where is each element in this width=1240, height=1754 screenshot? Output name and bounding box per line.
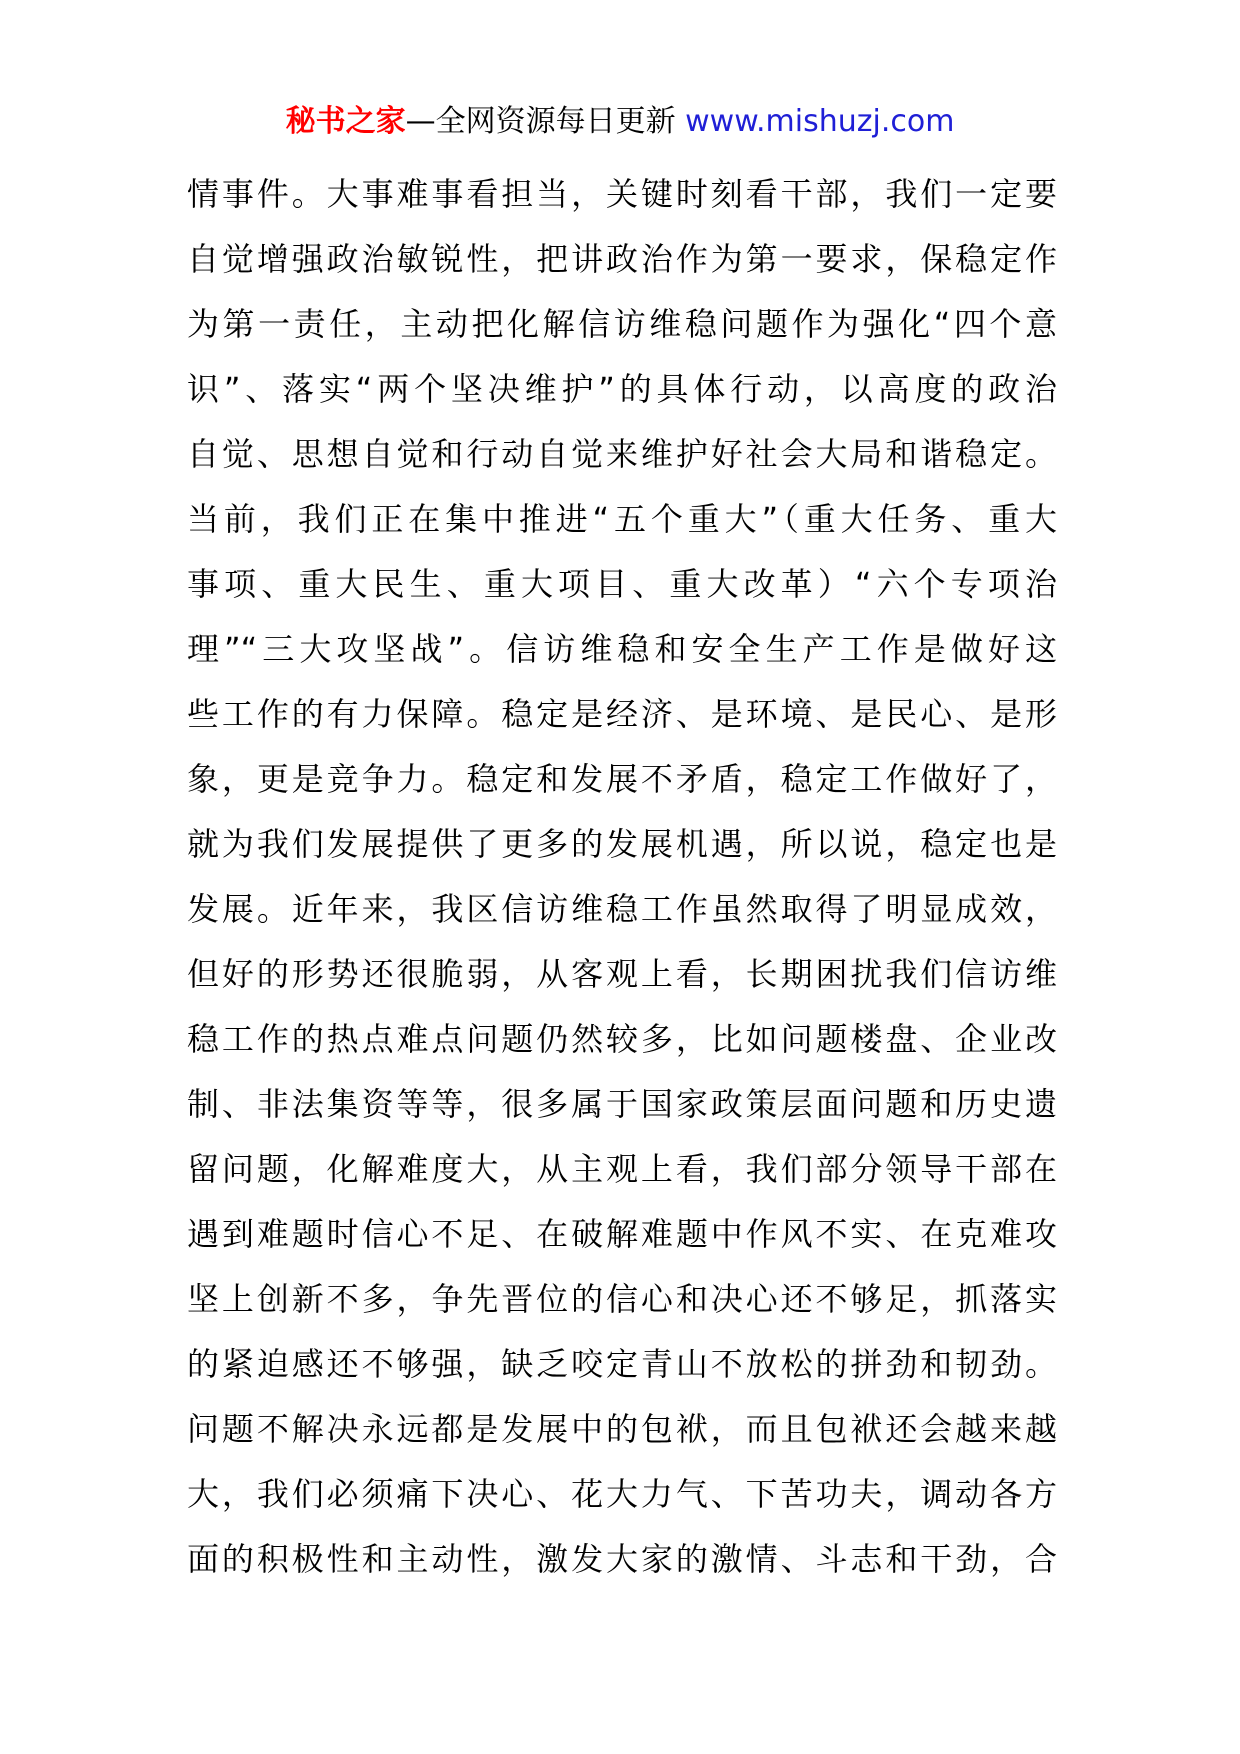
- text-line: 坚上创新不多，争先晋位的信心和决心还不够足，抓落实: [187, 1280, 1057, 1318]
- site-header: [0, 100, 1240, 144]
- text-line: 的紧迫感还不够强，缺乏咬定青山不放松的拼劲和韧劲。: [187, 1345, 1057, 1383]
- text-line: 大，我们必须痛下决心、花大力气、下苦功夫，调动各方: [187, 1475, 1057, 1513]
- text-line: 情事件。大事难事看担当，关键时刻看干部，我们一定要: [187, 175, 1057, 213]
- text-line: 当前，我们正在集中推进“五个重大”（重大任务、重大: [187, 500, 1057, 538]
- text-line: 象，更是竞争力。稳定和发展不矛盾，稳定工作做好了，: [187, 760, 1057, 798]
- text-line: 自觉增强政治敏锐性，把讲政治作为第一要求，保稳定作: [187, 240, 1057, 278]
- text-line: 留问题，化解难度大，从主观上看，我们部分领导干部在: [187, 1150, 1057, 1188]
- text-line: 面的积极性和主动性，激发大家的激情、斗志和干劲，合: [187, 1540, 1057, 1578]
- site-url-link[interactable]: www.mishuzj.com: [685, 104, 955, 139]
- site-tagline: —全网资源每日更新: [405, 104, 686, 139]
- text-line: 自觉、思想自觉和行动自觉来维护好社会大局和谐稳定。: [187, 435, 1057, 473]
- text-line: 识”、落实“两个坚决维护”的具体行动，以高度的政治: [187, 370, 1057, 408]
- text-line: 发展。近年来，我区信访维稳工作虽然取得了明显成效，: [187, 890, 1057, 928]
- text-line: 为第一责任，主动把化解信访维稳问题作为强化“四个意: [187, 305, 1057, 343]
- text-line: 些工作的有力保障。稳定是经济、是环境、是民心、是形: [187, 695, 1057, 733]
- text-line: 遇到难题时信心不足、在破解难题中作风不实、在克难攻: [187, 1215, 1057, 1253]
- text-line: 制、非法集资等等，很多属于国家政策层面问题和历史遗: [187, 1085, 1057, 1123]
- text-line: 稳工作的热点难点问题仍然较多，比如问题楼盘、企业改: [187, 1020, 1057, 1058]
- text-line: 但好的形势还很脆弱，从客观上看，长期困扰我们信访维: [187, 955, 1057, 993]
- site-brand: 秘书之家: [285, 104, 406, 139]
- document-body: [187, 162, 1057, 1592]
- text-line: 问题不解决永远都是发展中的包袱，而且包袱还会越来越: [187, 1410, 1057, 1448]
- text-line: 理”“三大攻坚战”。信访维稳和安全生产工作是做好这: [187, 630, 1057, 668]
- text-line: 就为我们发展提供了更多的发展机遇，所以说，稳定也是: [187, 825, 1057, 863]
- text-line: 事项、重大民生、重大项目、重大改革）“六个专项治: [187, 565, 1057, 603]
